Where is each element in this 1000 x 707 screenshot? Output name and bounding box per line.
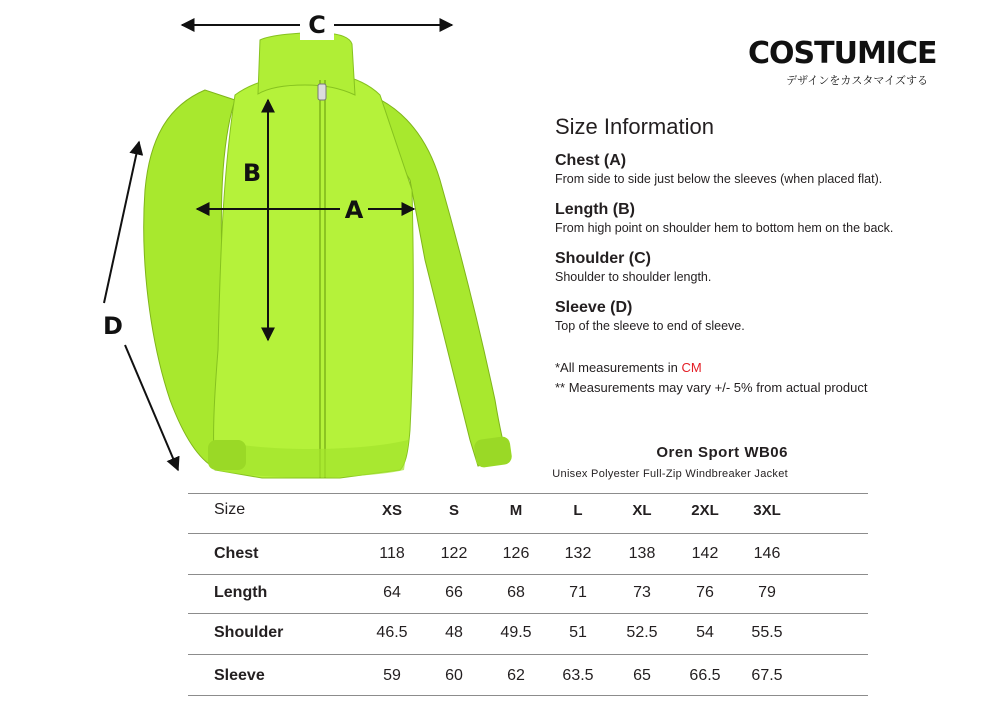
table-cell: 55.5 xyxy=(751,624,783,641)
table-cell: 66.5 xyxy=(689,667,721,684)
info-heading: Chest (A) xyxy=(555,152,627,169)
table-cell: 51 xyxy=(569,624,587,641)
table-divider xyxy=(188,654,868,655)
info-item-length xyxy=(555,201,893,235)
table-cell: 60 xyxy=(445,667,463,684)
size-column-label: Size xyxy=(214,501,246,518)
table-cell: 46.5 xyxy=(376,624,408,641)
dimension-label-c: C xyxy=(308,11,326,39)
row-label-chest: Chest xyxy=(214,545,259,562)
row-label-length: Length xyxy=(214,584,268,601)
table-cell: 68 xyxy=(507,584,525,601)
info-heading: Sleeve (D) xyxy=(555,299,633,316)
table-cell: 142 xyxy=(691,545,719,562)
table-cell: 122 xyxy=(440,545,468,562)
info-description: From high point on shoulder hem to bottom hem on the back. xyxy=(555,221,894,235)
table-divider xyxy=(188,493,868,494)
row-label-shoulder: Shoulder xyxy=(214,624,284,641)
size-info-title: Size Information xyxy=(555,114,714,139)
table-cell: 66 xyxy=(445,584,463,601)
info-item-shoulder xyxy=(555,250,711,284)
measurement-unit-note xyxy=(555,360,702,375)
table-cell: 138 xyxy=(628,545,656,562)
sleeve-arrow-upper xyxy=(104,142,139,303)
measurement-variance-note: ** Measurements may vary +/- 5% from actual product xyxy=(555,380,868,395)
dimension-label-a: A xyxy=(344,196,364,224)
brand-tagline: デザインをカスタマイズする xyxy=(786,75,928,87)
info-heading: Length (B) xyxy=(555,201,635,218)
size-header-cell: S xyxy=(448,502,459,519)
table-cell: 54 xyxy=(696,624,714,641)
table-cell: 76 xyxy=(696,584,714,601)
table-cell: 132 xyxy=(564,545,592,562)
table-divider xyxy=(188,613,868,614)
table-divider xyxy=(188,695,868,696)
row-label-sleeve: Sleeve xyxy=(214,667,265,684)
size-header-cell: M xyxy=(509,502,523,519)
table-cell: 73 xyxy=(633,584,651,601)
table-cell: 79 xyxy=(758,584,776,601)
table-cell: 65 xyxy=(633,667,651,684)
jacket-body xyxy=(144,33,513,478)
size-header-cell: XL xyxy=(632,502,652,519)
table-cell: 62 xyxy=(507,667,525,684)
table-cell: 64 xyxy=(383,584,401,601)
table-cell: 63.5 xyxy=(562,667,594,684)
product-title: Oren Sport WB06 xyxy=(656,444,788,461)
brand-logo: COSTUMICE xyxy=(748,36,937,71)
size-header-cell: XS xyxy=(381,502,402,519)
size-header-cell: 2XL xyxy=(691,502,719,519)
table-cell: 146 xyxy=(753,545,781,562)
info-description: Top of the sleeve to end of sleeve. xyxy=(555,319,745,333)
info-description: From side to side just below the sleeves (when placed flat). xyxy=(555,172,883,186)
dimension-label-d: D xyxy=(103,312,123,340)
info-description: Shoulder to shoulder length. xyxy=(555,270,712,284)
unit-cm: CM xyxy=(681,360,702,375)
table-divider xyxy=(188,533,868,534)
dimension-label-b: B xyxy=(242,159,262,187)
info-item-sleeve xyxy=(555,299,745,333)
info-item-chest xyxy=(555,152,882,186)
table-cell: 52.5 xyxy=(626,624,658,641)
table-cell: 59 xyxy=(383,667,401,684)
table-cell: 126 xyxy=(502,545,530,562)
info-heading: Shoulder (C) xyxy=(555,250,651,267)
table-cell: 67.5 xyxy=(751,667,783,684)
table-divider xyxy=(188,574,868,575)
unit-note-text: *All measurements in xyxy=(555,360,682,375)
table-cell: 118 xyxy=(379,545,405,562)
table-cell: 71 xyxy=(569,584,587,601)
jacket-illustration xyxy=(0,0,540,500)
product-subtitle: Unisex Polyester Full-Zip Windbreaker Jacket xyxy=(552,468,788,480)
table-cell: 49.5 xyxy=(500,624,532,641)
size-header-cell: 3XL xyxy=(753,502,781,519)
table-cell: 48 xyxy=(445,624,463,641)
size-header-cell: L xyxy=(573,502,583,519)
